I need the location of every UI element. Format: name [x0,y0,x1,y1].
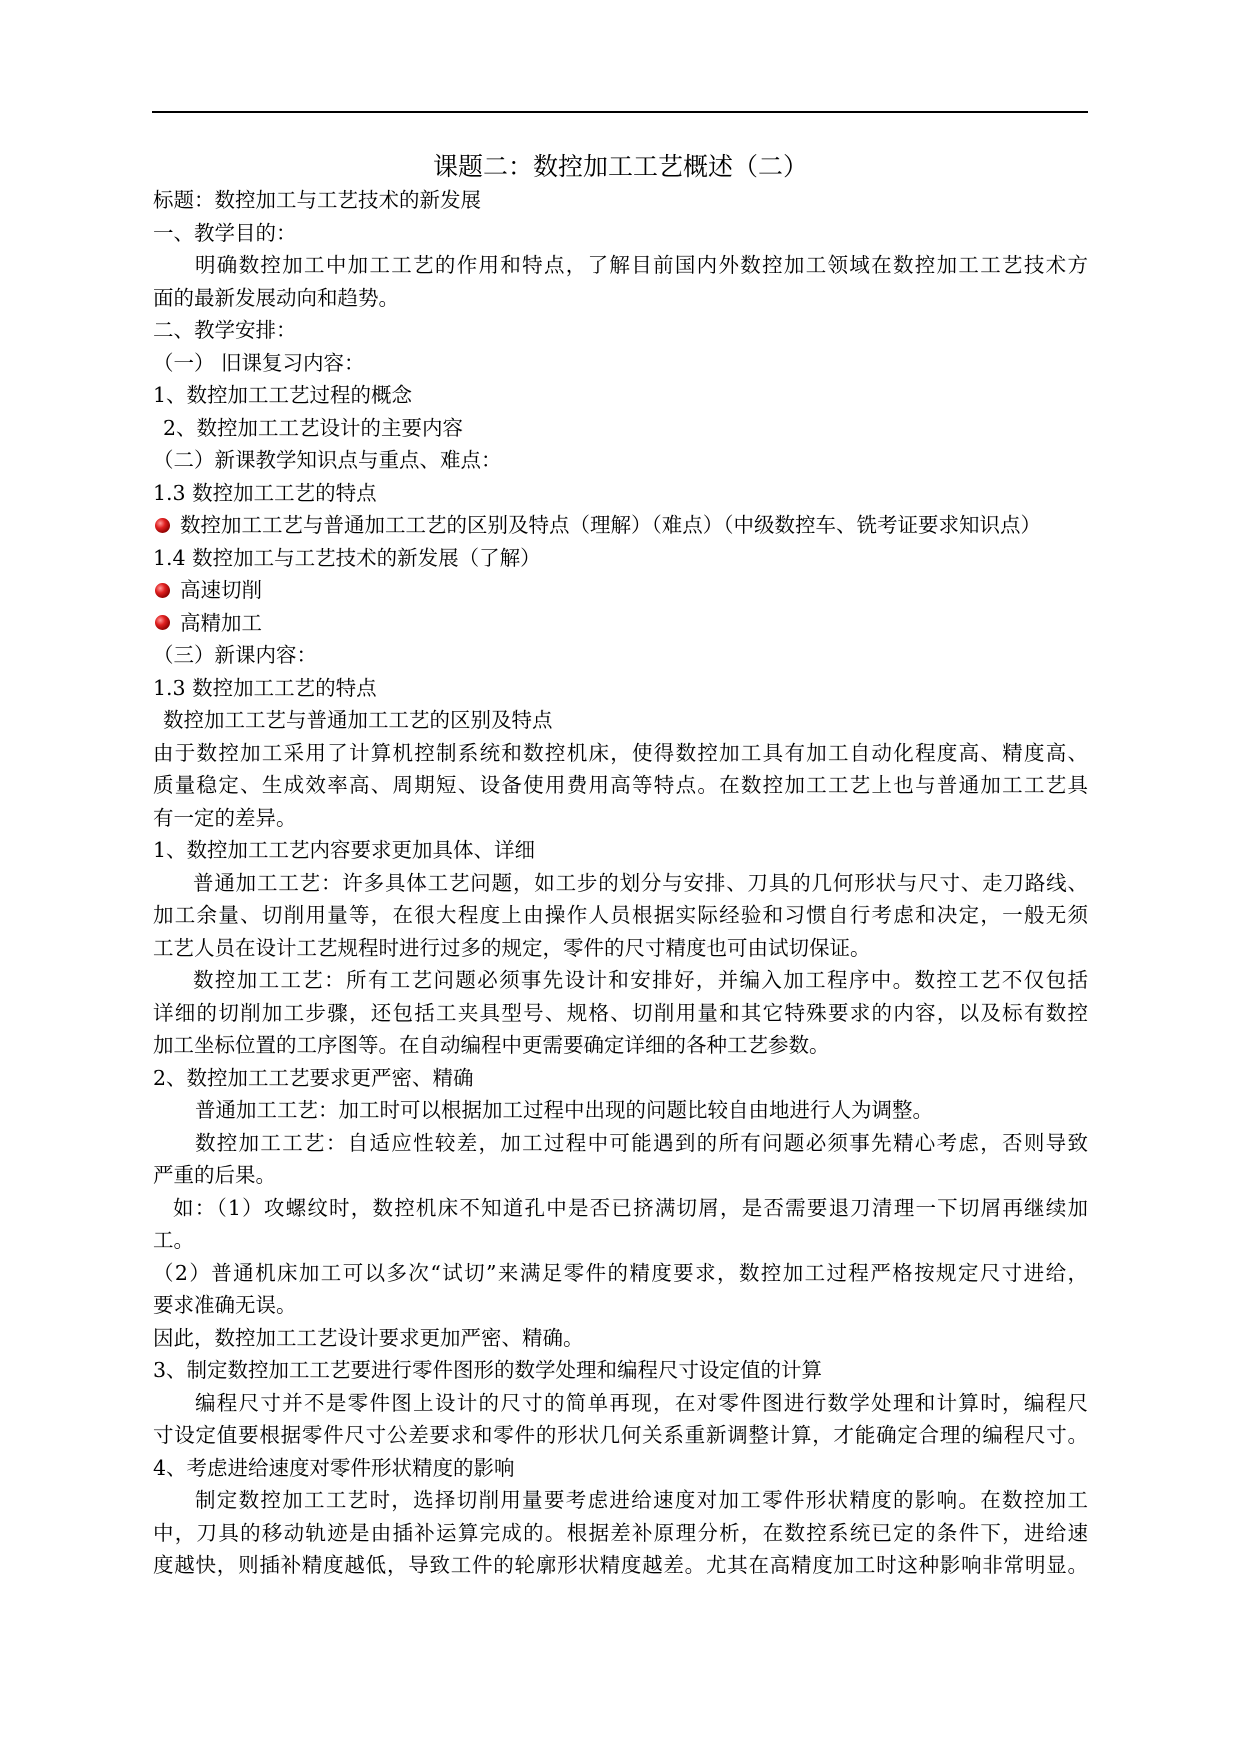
paragraph-line: 加工余量、切削用量等，在很大程度上由操作人员根据实际经验和习惯自行考虑和决定，一般无须 [153,903,1088,927]
document-page [153,150,1088,1582]
paragraph-line: 由于数控加工采用了计算机控制系统和数控机床，使得数控加工具有加工自动化程度高、精度高、 [153,740,1088,765]
paragraph-line: 因此，数控加工工艺设计要求更加严密、精确。 [153,1325,584,1350]
paragraph-line: 质量稳定、生成效率高、周期短、设备使用费用高等特点。在数控加工工艺上也与普通加工工艺具 [153,773,1088,797]
list-item: 1.3 数控加工工艺的特点 [153,480,377,505]
list-item: 3、制定数控加工工艺要进行零件图形的数学处理和编程尺寸设定值的计算 [153,1358,823,1382]
paragraph-line: 如：（1）攻螺纹时，数控机床不知道孔中是否已挤满切屑，是否需要退刀清理一下切屑再继续加 [173,1195,1088,1220]
paragraph-line: 加工坐标位置的工序图等。在自动编程中更需要确定详细的各种工艺参数。 [153,1033,830,1057]
paragraph-line: 数控加工工艺：自适应性较差，加工过程中可能遇到的所有问题必须事先精心考虑，否则导致 [195,1130,1088,1155]
bullet-item [153,607,1088,640]
paragraph-line: 详细的切削加工步骤，还包括工夹具型号、规格、切削用量和其它特殊要求的内容，以及标有数控 [153,1000,1088,1025]
paragraph-line: 制定数控加工工艺时，选择切削用量要考虑进给速度对加工零件形状精度的影响。在数控加工 [195,1488,1088,1512]
list-item: 2、数控加工工艺设计的主要内容 [163,415,464,440]
paragraph-line: （2）普通机床加工可以多次“试切”来满足零件的精度要求，数控加工过程严格按规定尺寸进给， [153,1260,1088,1285]
paragraph-line: 度越快，则插补精度越低，导致工件的轮廓形状精度越差。尤其在高精度加工时这种影响非常明显。 [153,1553,1088,1577]
paragraph-line: 数控加工工艺：所有工艺问题必须事先设计和安排好，并编入加工程序中。数控工艺不仅包括 [193,968,1088,992]
paragraph-line: 严重的后果。 [153,1163,276,1187]
bullet-text: 数控加工工艺与普通加工工艺的区别及特点（理解）（难点）（中级数控车、铣考证要求知识点） [180,513,1041,537]
subsection-heading: （三）新课内容： [153,643,317,667]
bullet-icon [155,518,170,533]
subsection-heading: （二）新课教学知识点与重点、难点： [153,448,502,472]
header-rule [152,111,1088,113]
document-title: 课题二：数控加工工艺概述（二） [432,152,808,181]
paragraph-line: 普通加工工艺：加工时可以根据加工过程中出现的问题比较自由地进行人为调整。 [195,1098,933,1122]
section-heading: 一、教学目的： [153,220,297,245]
paragraph-line: 普通加工工艺：许多具体工艺问题，如工步的划分与安排、刀具的几何形状与尺寸、走刀路线、 [193,870,1088,895]
bullet-item [153,509,1088,542]
paragraph-line: 工艺人员在设计工艺规程时进行过多的规定，零件的尺寸精度也可由试切保证。 [153,935,871,960]
paragraph-line: 寸设定值要根据零件尺寸公差要求和零件的形状几何关系重新调整计算，才能确定合理的编程尺寸。 [153,1423,1088,1447]
list-item: 1、数控加工工艺过程的概念 [153,383,413,407]
list-item: 4、考虑进给速度对零件形状精度的影响 [153,1455,515,1480]
list-item: 1.4 数控加工与工艺技术的新发展（了解） [153,545,541,570]
list-item: 1、数控加工工艺内容要求更加具体、详细 [153,838,536,862]
paragraph-line: 编程尺寸并不是零件图上设计的尺寸的简单再现，在对零件图进行数学处理和计算时，编程尺 [195,1390,1088,1415]
bullet-icon [155,615,170,630]
paragraph-line: 明确数控加工中加工工艺的作用和特点，了解目前国内外数控加工领域在数控加工工艺技术方 [195,253,1088,277]
bullet-icon [155,583,170,598]
bullet-item [153,574,1088,607]
paragraph-line: 工。 [153,1228,194,1252]
paragraph-line: 数控加工工艺与普通加工工艺的区别及特点 [163,708,553,732]
subsection-heading: （一） 旧课复习内容： [153,350,365,375]
paragraph-line: 有一定的差异。 [153,805,297,830]
bullet-text: 高速切削 [180,578,262,602]
paragraph-line: 面的最新发展动向和趋势。 [153,285,399,310]
list-item: 1.3 数控加工工艺的特点 [153,675,377,700]
bullet-text: 高精加工 [180,610,262,635]
paragraph-line: 要求准确无误。 [153,1293,297,1317]
section-heading: 二、教学安排： [153,318,297,342]
paragraph-line: 中，刀具的移动轨迹是由插补运算完成的。根据差补原理分析，在数控系统已定的条件下，进给速 [153,1520,1088,1545]
list-item: 2、数控加工工艺要求更严密、精确 [153,1065,474,1090]
topic-line: 标题：数控加工与工艺技术的新发展 [153,188,481,212]
